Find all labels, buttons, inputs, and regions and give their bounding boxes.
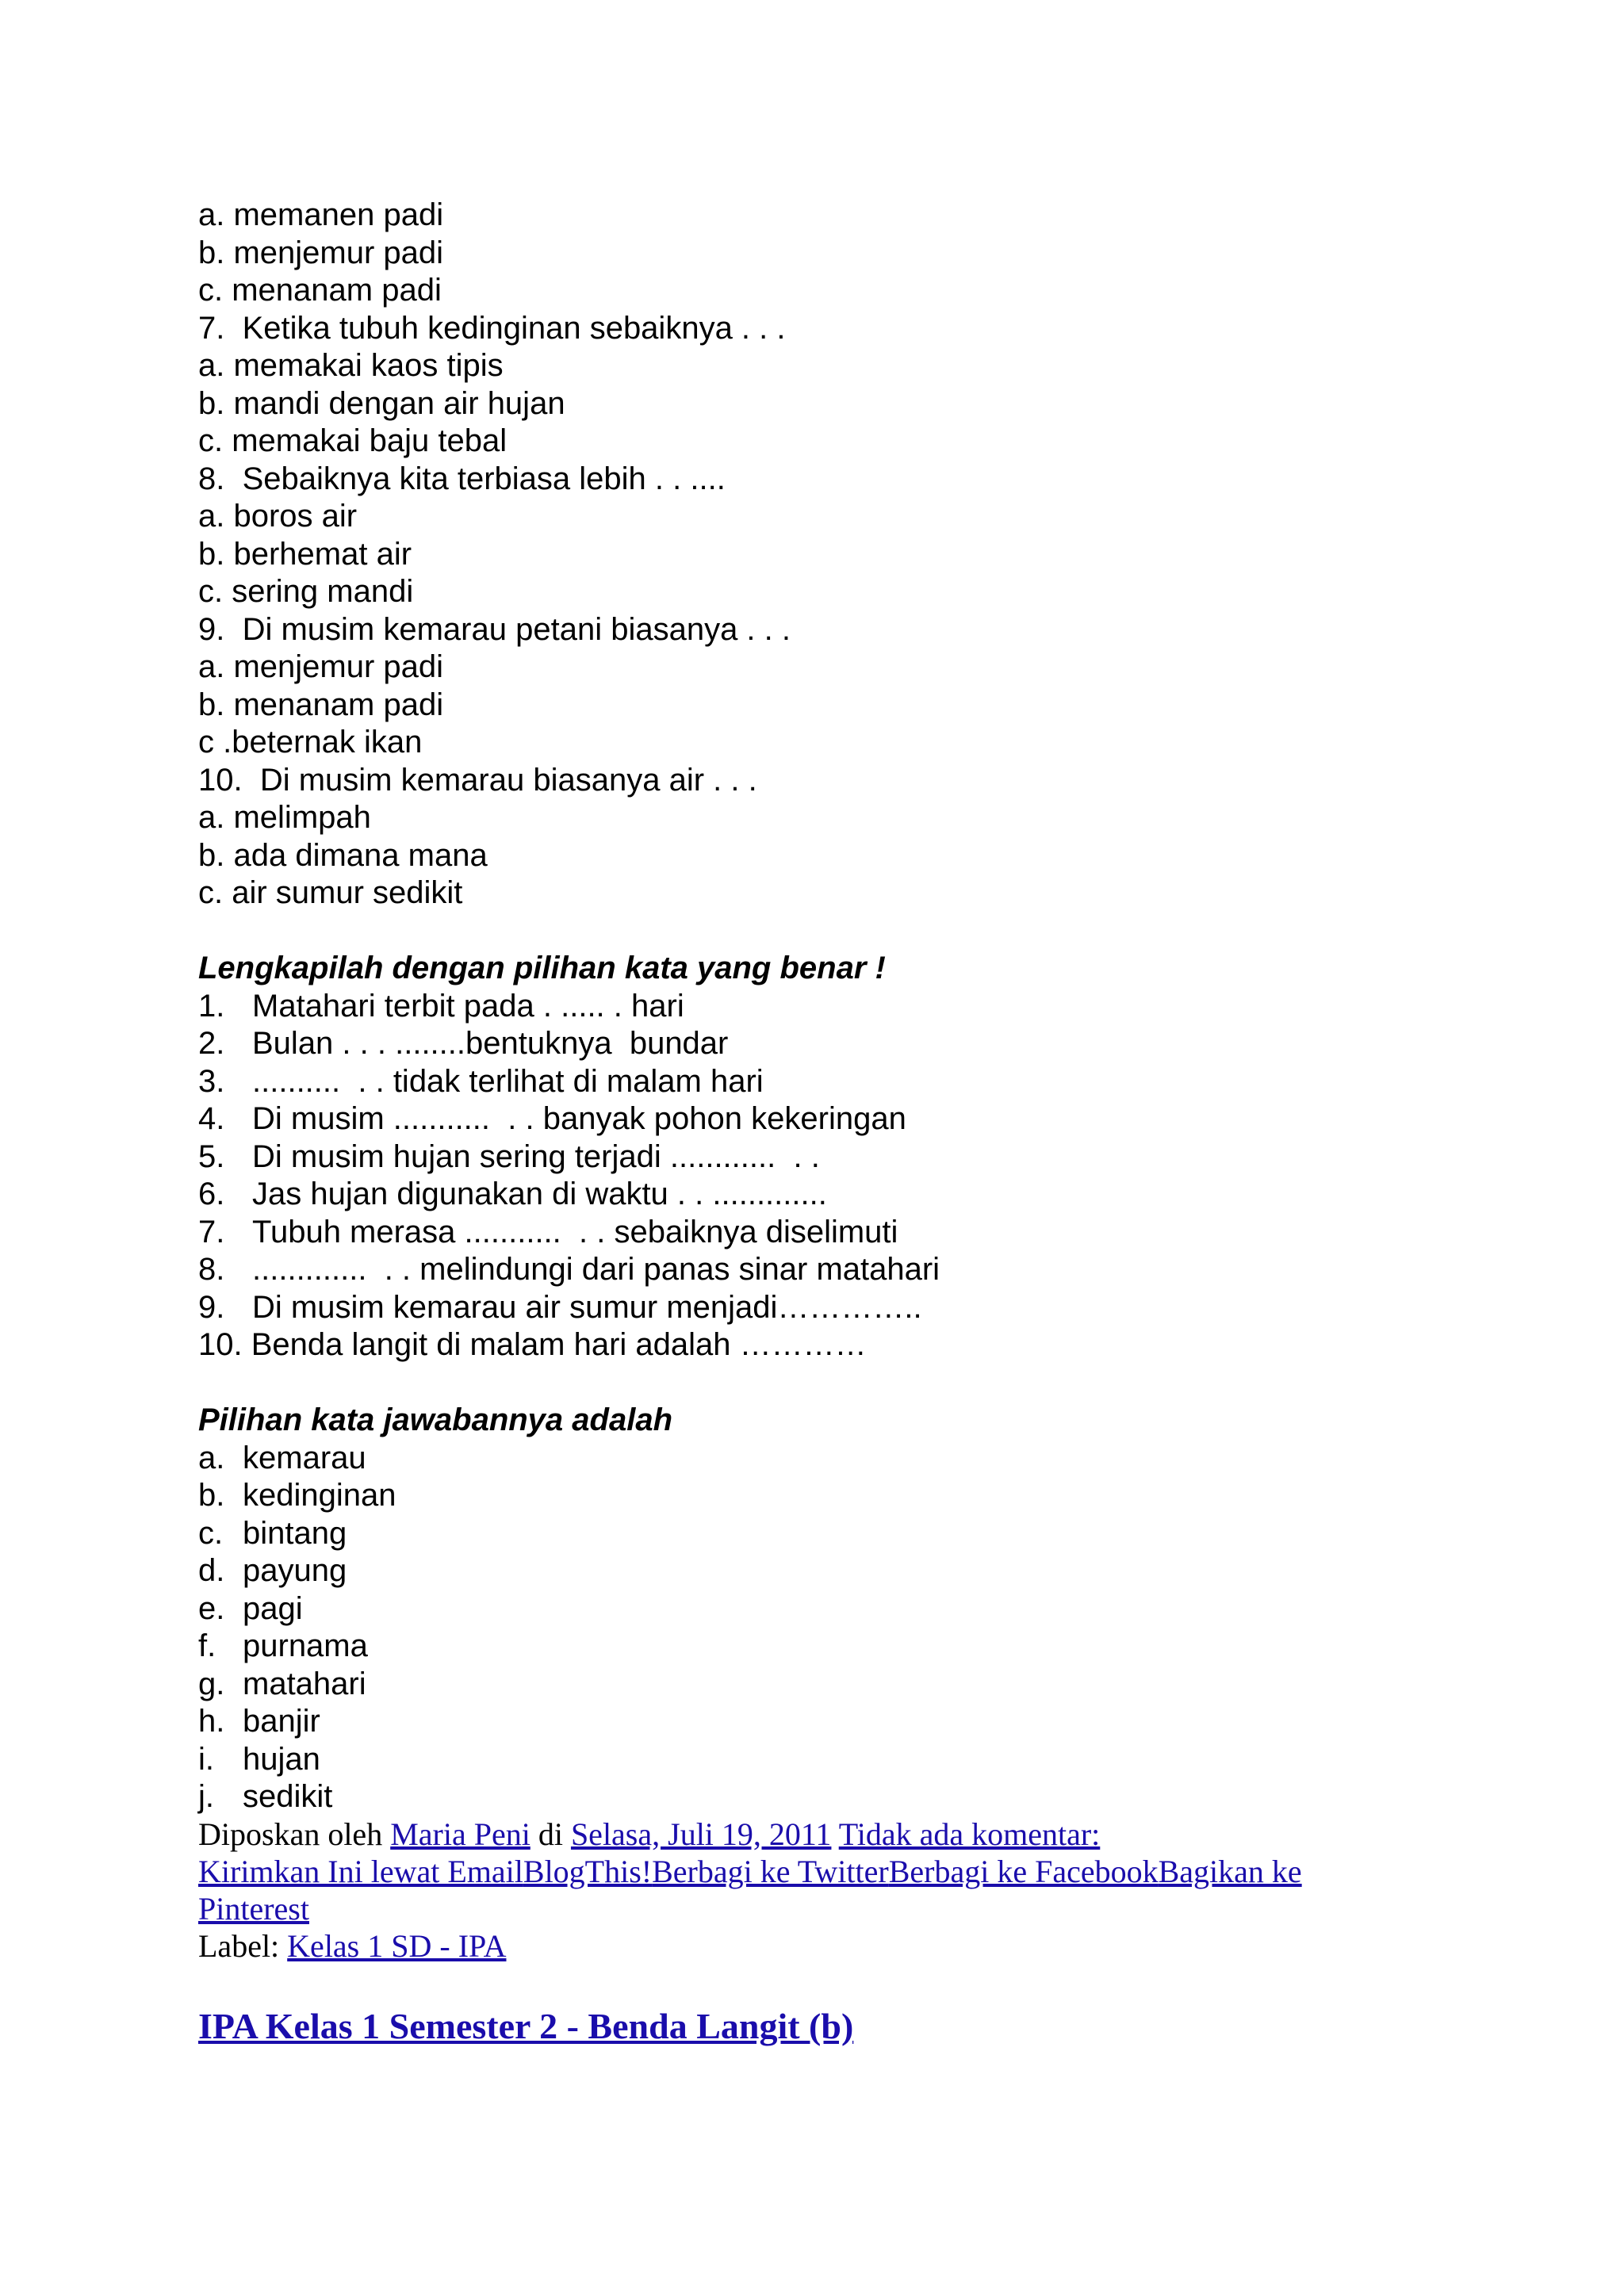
item-letter: j.: [198, 1779, 214, 1814]
blogthis-link[interactable]: BlogThis!: [523, 1854, 653, 1889]
quiz-multiple-choice: [198, 197, 1435, 913]
section-heading: Pilihan kata jawabannya adalah: [198, 1402, 673, 1437]
list-item: [198, 1741, 1435, 1779]
list-item: [198, 1176, 1435, 1214]
share-links-line-2: [198, 1890, 1435, 1927]
list-item: [198, 1289, 1435, 1327]
quiz-question: 7. Ketika tubuh kedinginan sebaiknya . . .: [198, 310, 786, 346]
item-text: pagi: [243, 1590, 303, 1626]
item-letter: d.: [198, 1553, 225, 1588]
item-text: Benda langit di malam hari adalah …………: [242, 1327, 867, 1362]
list-item: [198, 1590, 1435, 1628]
item-text: Di musim kemarau air sumur menjadi…………..: [252, 1289, 922, 1325]
label-prefix: Label:: [198, 1928, 280, 1964]
item-text: sedikit: [243, 1779, 333, 1814]
item-number: 8.: [198, 1252, 225, 1287]
label-link[interactable]: Kelas 1 SD - IPA: [287, 1928, 507, 1964]
item-text: Jas hujan digunakan di waktu . . .............: [252, 1177, 827, 1211]
quiz-line: c. memakai baju tebal: [198, 423, 508, 458]
label-line: [198, 1927, 1435, 1965]
comments-link[interactable]: Tidak ada komentar:: [838, 1816, 1101, 1852]
item-letter: a.: [198, 1440, 225, 1475]
list-item: [198, 1100, 1435, 1138]
item-text: Matahari terbit pada . ..... . hari: [252, 988, 684, 1024]
item-text: .......... . . tidak terlihat di malam hari: [252, 1063, 764, 1099]
quiz-line: b. berhemat air: [198, 536, 412, 572]
share-facebook-link[interactable]: Berbagi ke Facebook: [888, 1854, 1159, 1889]
quiz-line: b. menjemur padi: [198, 235, 444, 270]
quiz-question: 8. Sebaiknya kita terbiasa lebih . . ....: [198, 461, 726, 496]
list-item: [198, 1025, 1435, 1063]
fill-in-section: [198, 950, 1435, 1364]
quiz-question: 9. Di musim kemarau petani biasanya . . .: [198, 611, 791, 647]
item-text: purnama: [243, 1628, 368, 1663]
item-number: 3.: [198, 1063, 225, 1099]
quiz-line: a. menjemur padi: [198, 649, 444, 684]
item-letter: e.: [198, 1590, 225, 1626]
quiz-line: a. memakai kaos tipis: [198, 348, 504, 383]
quiz-line: b. menanam padi: [198, 687, 444, 722]
share-links-line: [198, 1853, 1435, 1890]
quiz-line: a. memanen padi: [198, 197, 444, 232]
list-item: [198, 1214, 1435, 1252]
posted-by-label: Diposkan oleh: [198, 1816, 383, 1852]
quiz-line: c .beternak ikan: [198, 725, 423, 760]
quiz-line: b. mandi dengan air hujan: [198, 385, 565, 421]
item-text: Di musim ........... . . banyak pohon kekeringan: [252, 1101, 906, 1136]
item-letter: f.: [198, 1628, 216, 1663]
list-item: [198, 1628, 1435, 1666]
item-number: 9.: [198, 1289, 225, 1325]
list-item: [198, 1063, 1435, 1101]
list-item: [198, 1251, 1435, 1289]
quiz-line: b. ada dimana mana: [198, 837, 488, 873]
share-pinterest-link[interactable]: Bagikan ke: [1158, 1854, 1302, 1889]
list-item: [198, 1552, 1435, 1590]
item-text: kemarau: [243, 1440, 366, 1475]
list-item: [198, 1666, 1435, 1704]
item-text: bintang: [243, 1515, 347, 1551]
post-date-link[interactable]: Selasa, Juli 19, 2011: [570, 1816, 832, 1852]
item-letter: b.: [198, 1478, 225, 1513]
item-text: Tubuh merasa ........... . . sebaiknya diselimuti: [252, 1214, 898, 1249]
item-number: 2.: [198, 1026, 225, 1061]
item-text: Di musim hujan sering terjadi ............ . .: [252, 1138, 820, 1174]
item-text: banjir: [243, 1704, 320, 1739]
item-letter: g.: [198, 1666, 225, 1701]
item-text: matahari: [243, 1666, 366, 1701]
item-number: 10.: [198, 1327, 243, 1362]
item-text: ............. . . melindungi dari panas sinar matahari: [252, 1252, 940, 1287]
post-meta-line: [198, 1816, 1435, 1853]
item-letter: c.: [198, 1515, 224, 1551]
list-item: [198, 1477, 1435, 1515]
next-post: [198, 2004, 1435, 2049]
item-number: 7.: [198, 1214, 225, 1249]
share-twitter-link[interactable]: Berbagi ke Twitter: [652, 1854, 889, 1889]
list-item: [198, 1326, 1435, 1364]
di-label: di: [538, 1816, 563, 1852]
quiz-line: c. air sumur sedikit: [198, 875, 463, 910]
item-text: Bulan . . . ........bentuknya bundar: [252, 1026, 729, 1061]
item-number: 1.: [198, 988, 225, 1024]
author-link[interactable]: Maria Peni: [390, 1816, 530, 1852]
quiz-line: a. boros air: [198, 499, 358, 534]
item-number: 6.: [198, 1177, 225, 1211]
list-item: [198, 1778, 1435, 1816]
item-text: hujan: [243, 1741, 320, 1777]
list-item: [198, 1440, 1435, 1478]
post-title-link[interactable]: IPA Kelas 1 Semester 2 - Benda Langit (b): [198, 2006, 854, 2046]
item-letter: i.: [198, 1741, 214, 1777]
item-number: 4.: [198, 1101, 225, 1136]
quiz-line: c. sering mandi: [198, 574, 414, 609]
list-item: [198, 1703, 1435, 1741]
quiz-line: c. menanam padi: [198, 273, 442, 308]
item-text: payung: [243, 1553, 347, 1588]
answer-choices-section: [198, 1402, 1435, 1816]
share-email-link[interactable]: Kirimkan Ini lewat Email: [198, 1854, 523, 1889]
list-item: [198, 988, 1435, 1026]
item-number: 5.: [198, 1138, 225, 1174]
section-heading: Lengkapilah dengan pilihan kata yang benar !: [198, 951, 886, 985]
item-text: kedinginan: [243, 1478, 396, 1513]
list-item: [198, 1515, 1435, 1553]
share-pinterest-link-cont[interactable]: Pinterest: [198, 1891, 309, 1927]
post-footer: [198, 1816, 1435, 1965]
list-item: [198, 1138, 1435, 1177]
quiz-question: 10. Di musim kemarau biasanya air . . .: [198, 762, 757, 798]
item-letter: h.: [198, 1704, 225, 1739]
quiz-line: a. melimpah: [198, 800, 371, 835]
